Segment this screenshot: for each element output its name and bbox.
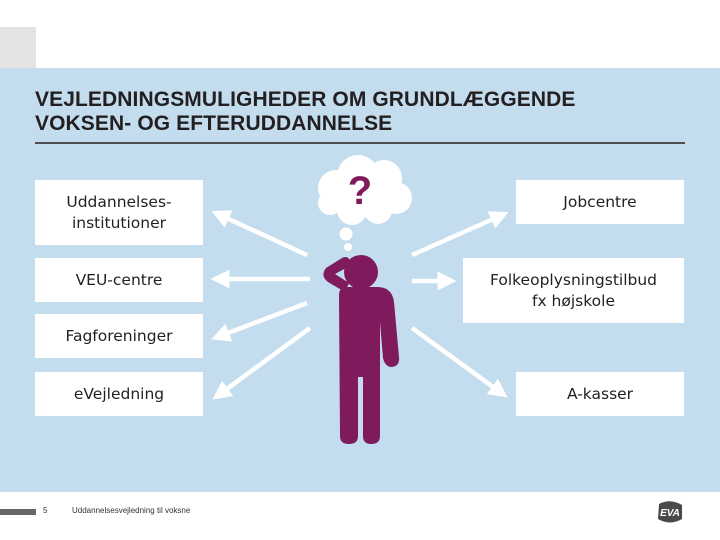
- box-label-line-2: fx højskole: [532, 291, 615, 310]
- box-label-line-1: Uddannelses-: [66, 192, 172, 211]
- box-label: A-kasser: [566, 384, 634, 403]
- arrow-icon: [220, 328, 310, 394]
- box-label: Jobcentre: [563, 192, 637, 211]
- question-mark-icon: ?: [347, 169, 373, 213]
- box-label: Fagforeninger: [65, 326, 173, 345]
- arrow-icon: [412, 216, 500, 255]
- page-number: 5: [43, 506, 48, 515]
- box-label: VEU-centre: [75, 270, 163, 289]
- logo-text: EVA: [660, 508, 680, 519]
- box-label-line-2: institutioner: [71, 213, 167, 232]
- eva-logo: [655, 500, 685, 524]
- box-label-line-1: Folkeoplysningstilbud: [489, 270, 658, 289]
- title-line-2: VOKSEN- OG EFTERUDDANNELSE: [35, 112, 393, 135]
- title-line-1: VEJLEDNINGSMULIGHEDER OM GRUNDLÆGGENDE: [35, 88, 576, 111]
- arrow-icon: [220, 215, 307, 255]
- arrow-icon: [412, 328, 500, 392]
- footer-bar: [0, 509, 36, 515]
- thinking-person-icon: [323, 255, 399, 444]
- thought-cloud-icon: [318, 155, 412, 251]
- footer-text: Uddannelsesvejledning til voksne: [72, 506, 191, 515]
- arrow-icon: [220, 303, 307, 336]
- box-label: eVejledning: [73, 384, 165, 403]
